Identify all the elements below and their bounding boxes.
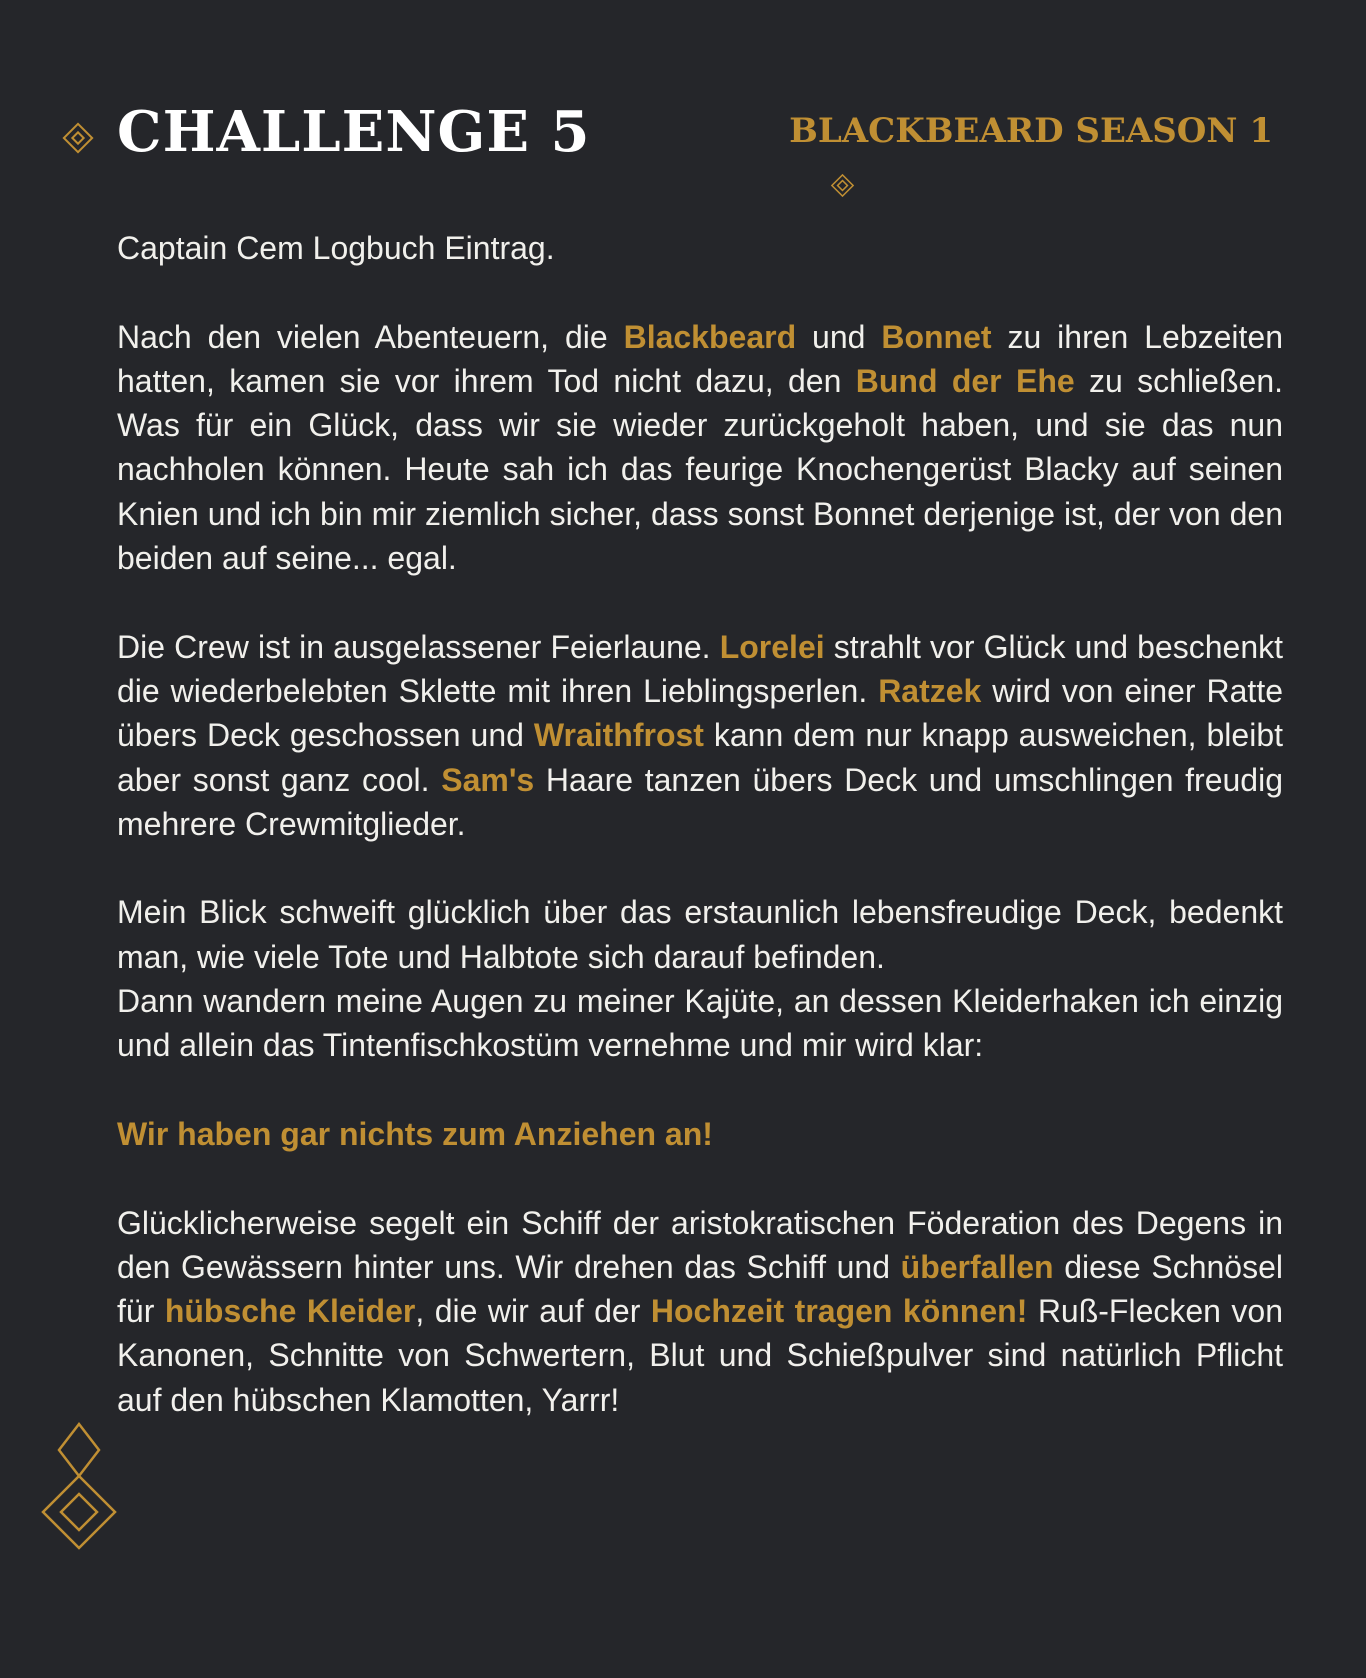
log-paragraph-4 <box>117 1201 1283 1422</box>
log-paragraph-3 <box>117 890 1283 1067</box>
text-run: und <box>796 318 882 355</box>
log-paragraph-2 <box>117 625 1283 846</box>
highlight-sams: Sam's <box>441 761 535 798</box>
log-intro: Captain Cem Logbuch Eintrag. <box>117 230 555 266</box>
highlight-bund-der-ehe: Bund der Ehe <box>855 362 1075 399</box>
title-diamond-icon <box>64 124 92 152</box>
highlight-ratzek: Ratzek <box>878 672 982 709</box>
text-run: Ruß-Flecken von Kanonen, Schnitte von Schwertern, Blut und Schießpulver sind natürlich Pflicht auf den hübschen Klamotten, Yarrr! <box>117 1293 1284 1418</box>
callout-line: Wir haben gar nichts zum Anziehen an! <box>117 1115 713 1152</box>
double-diamond-ornament-icon <box>43 1424 115 1548</box>
text-run: Die Crew ist in ausgelassener Feierlaune. <box>117 628 720 665</box>
header-divider <box>150 175 1180 196</box>
log-entry <box>117 226 1283 1466</box>
text-run: zu schließen. Was für ein Glück, dass wir sie wieder zurückgeholt haben, und sie das nun nachholen können. Heute sah ich das feurige Knochengerüst Blacky auf seinen Knien und ich bin mir ziemlich sicher, dass sonst Bonnet derjenige ist, der von den beiden auf seine... egal. <box>117 362 1284 577</box>
highlight-ueberfallen: überfallen <box>900 1248 1054 1285</box>
text-run: , die wir auf der <box>415 1293 651 1330</box>
text-run: diese Schnösel für <box>117 1248 1284 1330</box>
text-run: kann dem nur knapp ausweichen, bleibt aber sonst ganz cool. <box>117 717 1284 798</box>
text-run: wird von einer Ratte übers Deck geschossen und <box>117 672 1284 754</box>
text-run: Dann wandern meine Augen zu meiner Kajüte, an dessen Kleiderhaken ich einzig und allein das Tintenfischkostüm vernehme und mir wird klar: <box>117 983 1283 1064</box>
highlight-bonnet: Bonnet <box>881 318 992 355</box>
highlight-wraithfrost: Wraithfrost <box>533 717 704 754</box>
divider-diamond-icon <box>832 175 853 196</box>
page-title: CHALLENGE 5 <box>117 99 591 165</box>
text-run: Nach den vielen Abenteuern, die <box>117 318 624 355</box>
highlight-blackbeard: Blackbeard <box>623 318 797 355</box>
log-paragraph-1 <box>117 315 1283 581</box>
text-run: Glücklicherweise segelt ein Schiff der aristokratischen Föderation des Degens in den Gewässern hinter uns. Wir drehen das Schiff und <box>117 1204 1283 1285</box>
highlight-lorelei: Lorelei <box>719 628 825 665</box>
text-run: Mein Blick schweift glücklich über das erstaunlich lebensfreudige Deck, bedenkt man, wie viele Tote und Halbtote sich darauf befinden. <box>117 894 1283 975</box>
highlight-hochzeit: Hochzeit tragen können! <box>650 1293 1028 1330</box>
highlight-huebsche-kleider: hübsche Kleider <box>164 1293 416 1330</box>
season-label: BLACKBEARD SEASON 1 <box>789 111 1273 151</box>
text-run: Haare tanzen übers Deck und umschlingen freudig mehrere Crewmitglieder. <box>117 761 1284 842</box>
text-run: zu ihren Lebzeiten hatten, kamen sie vor ihrem Tod nicht dazu, den <box>117 318 1284 399</box>
text-run: strahlt vor Glück und beschenkt die wiederbelebten Sklette mit ihren Lieblingsperlen. <box>117 628 1284 709</box>
